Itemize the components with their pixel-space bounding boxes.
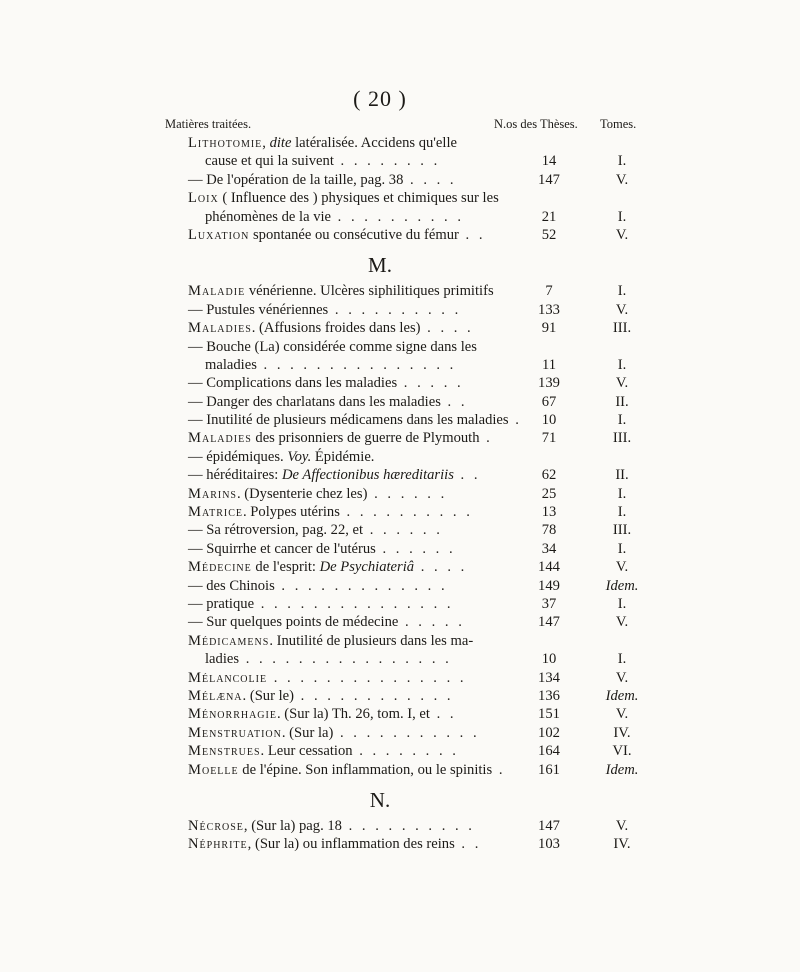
- thesis-number: 71: [541, 430, 557, 447]
- entry-description: — Sa rétroversion, pag. 22, et: [188, 522, 364, 539]
- entry-keyword: Néphrite: [188, 836, 248, 853]
- entry-text: [188, 466, 481, 484]
- tome-number: V.: [615, 375, 629, 392]
- index-entry: [0, 429, 800, 447]
- index-entry: [0, 282, 800, 300]
- tome-number: I.: [617, 356, 627, 373]
- entry-text: [188, 595, 454, 613]
- entry-description: cause et qui la suivent: [205, 153, 334, 170]
- tome-number: V.: [615, 706, 629, 723]
- index-entry: [0, 687, 800, 705]
- tome-number: III.: [612, 320, 632, 337]
- entry-leader: . . . . .: [397, 375, 464, 392]
- entry-keyword: Mélancolie: [188, 669, 268, 686]
- entry-leader: . .: [440, 393, 468, 410]
- tome-number: Idem.: [605, 687, 639, 704]
- entry-text: [188, 393, 467, 411]
- entry-text: [188, 632, 473, 650]
- entry-leader: . . . . . . . . . . . .: [294, 687, 454, 704]
- entry-text: [188, 724, 480, 742]
- header-tomes: Tomes.: [600, 117, 637, 131]
- thesis-number: 134: [538, 669, 560, 686]
- entry-text: [188, 669, 467, 687]
- index-entry: [0, 705, 800, 723]
- index-entry: [0, 835, 800, 853]
- thesis-number: 34: [541, 540, 557, 557]
- entry-description: — des Chinois: [188, 577, 275, 594]
- thesis-number: 67: [541, 393, 557, 410]
- entry-leader: . . . . . . . . . .: [341, 817, 475, 834]
- thesis-number: 161: [538, 761, 560, 778]
- tome-number: V.: [615, 614, 629, 631]
- index-entry: [0, 558, 800, 576]
- entry-description: — Squirrhe et cancer de l'utérus: [188, 540, 376, 557]
- thesis-number: 147: [538, 171, 560, 188]
- entry-leader: . .: [453, 467, 481, 484]
- entry-text: [188, 817, 475, 835]
- entry-description: ( Influence des ) physiques et chimiques sur les: [218, 190, 499, 207]
- entry-description: . (Sur la): [281, 724, 334, 741]
- tome-number: V.: [615, 226, 629, 243]
- thesis-number: 133: [538, 301, 560, 318]
- entry-description: spontanée ou consécutive du fémur: [249, 226, 459, 243]
- entry-description: de l'esprit:: [251, 559, 320, 576]
- entry-description: de l'épine. Son inflammation, ou le spinitis: [238, 761, 493, 778]
- tome-number: I.: [617, 651, 627, 668]
- entry-text: [188, 374, 464, 392]
- entry-leader: . . . . . .: [363, 522, 443, 539]
- index-entry: [0, 485, 800, 503]
- index-entry: [0, 724, 800, 742]
- thesis-number: 62: [541, 467, 557, 484]
- tome-number: II.: [615, 393, 629, 410]
- entry-leader: . .: [454, 836, 482, 853]
- entry-leader: . . . .: [420, 320, 474, 337]
- entry-keyword: Maladies: [188, 430, 252, 447]
- tome-number: I.: [617, 504, 627, 521]
- tome-number: V.: [615, 171, 629, 188]
- entry-text: [188, 448, 374, 466]
- header-numeros: N.os des Thèses.: [494, 117, 578, 131]
- entry-description: phénomènes de la vie: [205, 208, 332, 225]
- index-entry: [0, 448, 800, 466]
- entry-text: [188, 521, 443, 539]
- entry-keyword: Nécrose: [188, 817, 244, 834]
- entry-leader: .: [508, 412, 522, 429]
- entry-description: — épidémiques.: [188, 448, 288, 465]
- entry-text: [205, 650, 452, 668]
- entry-text: [188, 705, 457, 723]
- tome-number: I.: [617, 412, 627, 429]
- entry-description: — héréditaires:: [188, 467, 283, 484]
- entry-text: [188, 301, 461, 319]
- thesis-number: 11: [541, 356, 557, 373]
- thesis-number: 25: [541, 485, 557, 502]
- entry-leader: . . . .: [403, 171, 457, 188]
- entry-description: — Complications dans les maladies: [188, 375, 398, 392]
- entry-description: des prisonniers de guerre de Plymouth: [251, 430, 480, 447]
- tome-number: III.: [612, 430, 632, 447]
- entry-leader: . . . . . . . . . . . . .: [274, 577, 448, 594]
- entry-description: ladies: [205, 651, 240, 668]
- entry-description: , (Sur la) pag. 18: [243, 817, 342, 834]
- entry-text: [188, 282, 494, 300]
- thesis-number: 21: [541, 208, 557, 225]
- entry-keyword: Moelle: [188, 761, 239, 778]
- thesis-number: 10: [541, 412, 557, 429]
- index-entry: [0, 338, 800, 356]
- entry-text: [188, 540, 456, 558]
- tome-number: IV.: [613, 836, 631, 853]
- entry-italic: De Psychiateriâ: [319, 559, 415, 576]
- entry-description: vénérienne. Ulcères siphilitiques primitifs: [245, 283, 494, 300]
- entry-description: — Pustules vénériennes: [188, 301, 329, 318]
- thesis-number: 102: [538, 724, 560, 741]
- index-entry: [0, 650, 800, 668]
- tome-number: I.: [617, 153, 627, 170]
- entry-italic: De Affectionibus hæreditariis: [282, 467, 454, 484]
- index-entry: [0, 761, 800, 779]
- entry-description: — Bouche (La) considérée comme signe dans les: [188, 338, 477, 355]
- entry-description: — De l'opération de la taille, pag. 38: [188, 171, 404, 188]
- entry-keyword: Maladie: [188, 283, 246, 300]
- header-matieres: Matières traitées.: [165, 117, 252, 131]
- index-entry: [0, 817, 800, 835]
- entry-leader: . .: [429, 706, 457, 723]
- entry-text: [205, 356, 456, 374]
- entry-text: [188, 338, 477, 356]
- entry-description: . (Sur la) Th. 26, tom. I, et: [276, 706, 430, 723]
- index-entry: [0, 669, 800, 687]
- entry-keyword: Médicamens: [188, 632, 270, 649]
- thesis-number: 37: [541, 595, 557, 612]
- entry-italic: Voy.: [287, 448, 312, 465]
- thesis-number: 103: [538, 836, 560, 853]
- thesis-number: 52: [541, 226, 557, 243]
- entry-description: maladies: [205, 356, 257, 373]
- entry-leader: . . . . . . . . . . .: [333, 724, 480, 741]
- entry-keyword: Maladies: [188, 320, 252, 337]
- entry-leader: . . . . . . . .: [352, 743, 459, 760]
- entry-text: [188, 189, 499, 207]
- entry-suffix: Épidémie.: [311, 448, 375, 465]
- entry-keyword: Mélæna: [188, 687, 243, 704]
- index-entry: [0, 226, 800, 244]
- entry-keyword: Médecine: [188, 559, 252, 576]
- entry-keyword: Luxation: [188, 226, 250, 243]
- thesis-number: 136: [538, 687, 560, 704]
- thesis-number: 147: [538, 817, 560, 834]
- index-entry: [0, 152, 800, 170]
- entry-suffix: latéralisée. Accidens qu'elle: [291, 135, 457, 151]
- entry-leader: . .: [458, 226, 486, 243]
- index-entries: [0, 134, 800, 854]
- index-entry: [0, 595, 800, 613]
- tome-number: III.: [612, 522, 632, 539]
- entry-description: — Sur quelques points de médecine: [188, 614, 399, 631]
- entry-text: [188, 742, 459, 760]
- entry-description: ,: [262, 135, 270, 151]
- tome-number: V.: [615, 817, 629, 834]
- entry-description: — Danger des charlatans dans les maladies: [188, 393, 441, 410]
- index-entry: [0, 393, 800, 411]
- tome-number: Idem.: [605, 577, 639, 594]
- entry-leader: . . . . . . . . . . . . . . .: [267, 669, 467, 686]
- tome-number: IV.: [613, 724, 631, 741]
- entry-description: . (Affusions froides dans les): [251, 320, 421, 337]
- entry-leader: . . . . . . . .: [333, 153, 441, 170]
- entry-text: [188, 485, 447, 503]
- entry-text: [205, 152, 440, 170]
- entry-description: . (Sur le): [242, 687, 295, 704]
- entry-description: . Inutilité de plusieurs dans les ma-: [269, 632, 474, 649]
- thesis-number: 10: [541, 651, 557, 668]
- index-entry: [0, 374, 800, 392]
- entry-text: [188, 835, 481, 853]
- index-entry: [0, 189, 800, 207]
- entry-text: [188, 171, 457, 189]
- index-entry: [0, 171, 800, 189]
- tome-number: II.: [615, 467, 629, 484]
- tome-number: Idem.: [605, 761, 639, 778]
- index-entry: [0, 134, 800, 152]
- index-entry: [0, 577, 800, 595]
- index-entry: [0, 411, 800, 429]
- entry-text: [188, 134, 457, 152]
- entry-leader: . . . .: [414, 559, 468, 576]
- entry-keyword: Menstrues: [188, 743, 261, 760]
- entry-leader: . . . . . .: [367, 485, 448, 502]
- entry-description: — Inutilité de plusieurs médicamens dans les maladies: [188, 412, 509, 429]
- entry-text: [188, 503, 473, 521]
- index-entry: [0, 632, 800, 650]
- entry-text: [188, 319, 474, 337]
- entry-leader: . . . . . .: [375, 540, 456, 557]
- section-letter: M.: [368, 253, 392, 278]
- entry-description: , (Sur la) ou inflammation des reins: [247, 836, 455, 853]
- index-entry: [0, 503, 800, 521]
- tome-number: V.: [615, 669, 629, 686]
- entry-description: . (Dysenterie chez les): [236, 485, 368, 502]
- tome-number: I.: [617, 208, 627, 225]
- page-number: ( 20 ): [353, 86, 407, 111]
- entry-keyword: Menstruation: [188, 724, 282, 741]
- tome-number: V.: [615, 301, 629, 318]
- index-entry: [0, 356, 800, 374]
- entry-text: [188, 687, 454, 705]
- entry-keyword: Marins: [188, 485, 237, 502]
- tome-number: VI.: [612, 743, 632, 760]
- entry-leader: . . . . .: [398, 614, 465, 631]
- index-entry: [0, 301, 800, 319]
- entry-keyword: Lithotomie: [188, 135, 263, 151]
- tome-number: I.: [617, 540, 627, 557]
- index-entry: [0, 319, 800, 337]
- entry-text: [188, 613, 465, 631]
- entry-description: . Leur cessation: [260, 743, 353, 760]
- entry-leader: . . . . . . . . . .: [328, 301, 462, 318]
- entry-leader: .: [479, 430, 493, 447]
- thesis-number: 164: [538, 743, 560, 760]
- entry-leader: . . . . . . . . . .: [339, 504, 473, 521]
- tome-number: V.: [615, 559, 629, 576]
- thesis-number: 149: [538, 577, 560, 594]
- tome-number: I.: [617, 595, 627, 612]
- entry-text: [188, 577, 448, 595]
- entry-keyword: Matrice: [188, 504, 243, 521]
- index-entry: [0, 540, 800, 558]
- entry-text: [188, 411, 522, 429]
- thesis-number: 13: [541, 504, 557, 521]
- entry-description: — pratique: [188, 595, 255, 612]
- thesis-number: 78: [541, 522, 557, 539]
- thesis-number: 7: [545, 283, 553, 300]
- entry-leader: .: [492, 761, 506, 778]
- entry-text: [205, 208, 464, 226]
- thesis-number: 151: [538, 706, 560, 723]
- thesis-number: 91: [541, 320, 557, 337]
- tome-number: I.: [617, 485, 627, 502]
- thesis-number: 139: [538, 375, 560, 392]
- entry-keyword: Ménorrhagie: [188, 706, 277, 723]
- entry-text: [188, 761, 505, 779]
- entry-leader: . . . . . . . . . .: [331, 208, 464, 225]
- index-entry: [0, 466, 800, 484]
- entry-leader: . . . . . . . . . . . . . . .: [254, 595, 454, 612]
- entry-description: . Polypes utérins: [242, 504, 340, 521]
- entry-text: [188, 226, 485, 244]
- entry-italic: dite: [269, 135, 292, 151]
- index-entry: [0, 613, 800, 631]
- entry-text: [188, 429, 493, 447]
- section-letter: N.: [369, 787, 391, 812]
- index-entry: [0, 208, 800, 226]
- thesis-number: 147: [538, 614, 560, 631]
- thesis-number: 14: [541, 153, 557, 170]
- tome-number: I.: [617, 283, 627, 300]
- thesis-number: 144: [538, 559, 560, 576]
- index-entry: [0, 521, 800, 539]
- entry-leader: . . . . . . . . . . . . . . .: [256, 356, 457, 373]
- entry-text: [188, 558, 467, 576]
- entry-leader: . . . . . . . . . . . . . . . .: [239, 651, 452, 668]
- index-entry: [0, 742, 800, 760]
- entry-keyword: Loix: [188, 190, 219, 207]
